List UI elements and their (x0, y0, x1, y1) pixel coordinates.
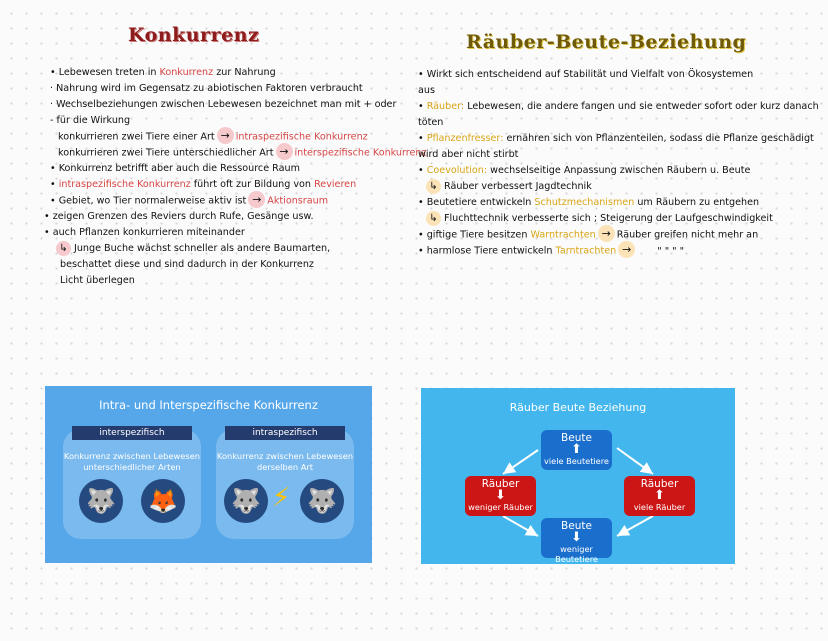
arrow-right-icon: → (276, 143, 293, 160)
note-line: · Wechselbeziehungen zwischen Lebewesen bezeichnet man mit + oder (50, 99, 397, 110)
arrow-right-icon: → (248, 191, 265, 208)
note-line: • Wirkt sich entscheidend auf Stabilität und Vielfalt von Ökosystemen (418, 69, 754, 80)
note-line: - für die Wirkung (50, 115, 131, 126)
arrow-right-icon: → (598, 225, 615, 242)
note-line: konkurrieren zwei Tiere unterschiedlicher Art → interspezifische Konkurrenz (58, 145, 427, 159)
arrow-left-to-bottom (503, 516, 538, 536)
note-line: wird aber nicht stirbt (418, 149, 519, 160)
box-raeuber-left: Räuber ⬇ weniger Räuber (465, 476, 536, 516)
note-line: ↳ Junge Buche wächst schneller als andere Baumarten, (56, 241, 405, 257)
fox-icon: 🦊 (141, 479, 185, 523)
note-line: Licht überlegen (60, 275, 135, 286)
note-line: konkurrieren zwei Tiere einer Art → intraspezifische Konkurrenz (58, 129, 368, 143)
note-line: • Räuber: Lebewesen, die andere fangen und sie entweder sofort oder kurz danach (418, 101, 819, 112)
note-line: aus (418, 85, 435, 96)
arrow-right-icon: → (217, 127, 234, 144)
arrow-right-icon: → (618, 241, 635, 258)
konkurrenz-figure (45, 386, 372, 563)
hook-arrow-icon: ↳ (426, 211, 441, 226)
note-line: • intraspezifische Konkurrenz führt oft zur Bildung von Revieren (50, 179, 357, 190)
down-arrow-icon: ⬇ (495, 488, 506, 503)
hook-arrow-icon: ↳ (56, 241, 71, 256)
arrow-top-to-right (617, 448, 653, 474)
note-line: • Lebewesen treten in Konkurrenz zur Nahrung (50, 67, 276, 78)
lightning-icon: ⚡ (272, 483, 291, 513)
note-line: • auch Pflanzen konkurrieren miteinander (44, 227, 245, 238)
note-line: beschattet diese und sind dadurch in der Konkurrenz (60, 259, 314, 270)
hook-arrow-icon: ↳ (426, 179, 441, 194)
raeuber-beute-notes (418, 67, 819, 259)
box-raeuber-right: Räuber ⬆ viele Räuber (624, 476, 695, 516)
note-line: • zeigen Grenzen des Reviers durch Rufe, Gesänge usw. (44, 211, 314, 222)
up-arrow-icon: ⬆ (654, 488, 665, 503)
wolf-pair-icon: 🐺 (300, 479, 344, 523)
note-line: • Coevolution: wechselseitige Anpassung zwischen Räubern u. Beute (418, 165, 751, 176)
note-line: · Nahrung wird im Gegensatz zu abiotischen Faktoren verbraucht (50, 83, 363, 94)
figure-title: Räuber Beute Beziehung (509, 401, 647, 414)
note-line: ↳ Räuber verbessert Jagdtechnik (426, 179, 813, 195)
card-label: interspezifisch (72, 426, 192, 440)
note-line: ↳ Fluchttechnik verbesserte sich ; Steigerung der Laufgeschwindigkeit (426, 211, 813, 227)
card-description: Konkurrenz zwischen Lebewesen derselben Art (216, 451, 354, 472)
up-arrow-icon: ⬆ (571, 442, 582, 457)
interspezifisch-card (63, 429, 201, 539)
card-label: intraspezifisch (225, 426, 345, 440)
note-line: • Pflanzenfresser: ernähren sich von Pflanzenteilen, sodass die Pflanze geschädigt (418, 133, 814, 144)
note-line: • Gebiet, wo Tier normalerweise aktiv ist → Aktionsraum (50, 193, 329, 207)
arrow-top-to-left (503, 450, 538, 474)
arrow-right-to-bottom (617, 516, 653, 536)
raeuber-beute-title: Räuber-Beute-Beziehung (466, 31, 747, 53)
konkurrenz-title: Konkurrenz (128, 24, 260, 46)
intraspezifisch-card (216, 429, 354, 539)
box-beute-top: Beute ⬆ viele Beutetiere (541, 430, 612, 470)
card-description: Konkurrenz zwischen Lebewesen unterschiedlicher Arten (63, 451, 201, 472)
note-line: • Konkurrenz betrifft aber auch die Ressource Raum (50, 163, 300, 174)
note-line: • Beutetiere entwickeln Schutzmechanismen um Räubern zu entgehen (418, 197, 760, 208)
down-arrow-icon: ⬇ (571, 530, 582, 545)
box-beute-bottom: Beute ⬇ weniger Beutetiere (541, 518, 612, 558)
note-line: • giftige Tiere besitzen Warntrachten → Räuber greifen nicht mehr an (418, 227, 759, 241)
wolf-pair-icon: 🐺 (224, 479, 268, 523)
figure-title: Intra- und Interspezifische Konkurrenz (99, 398, 318, 412)
wolf-icon: 🐺 (79, 479, 123, 523)
raeuber-beute-figure (421, 388, 735, 564)
note-line: töten (418, 117, 444, 128)
note-line: • harmlose Tiere entwickeln Tarntrachten → " " " " (418, 243, 685, 257)
